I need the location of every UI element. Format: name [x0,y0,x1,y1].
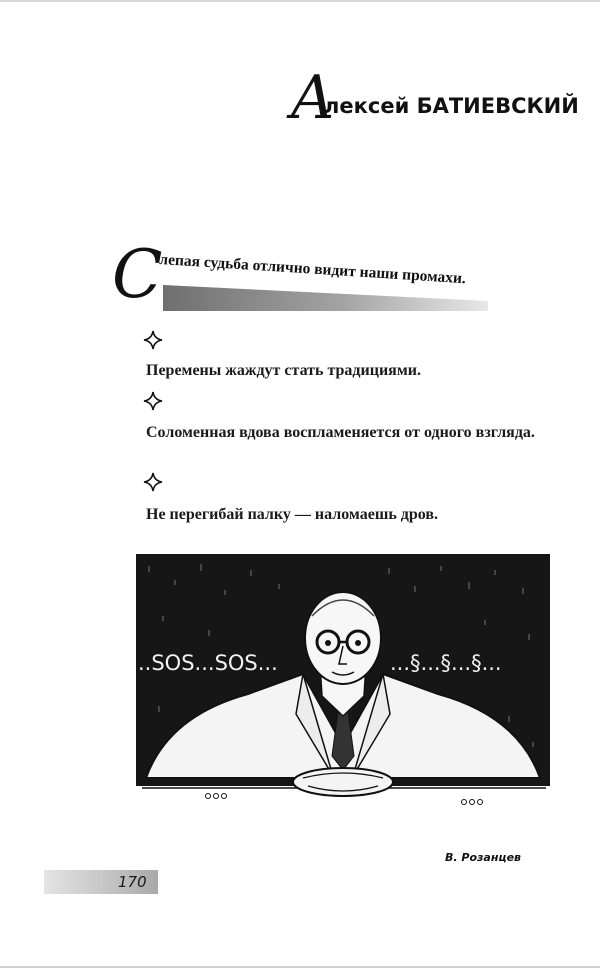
aphorism-1: Перемены жаждут стать традициями. [146,362,421,379]
aphorism-3: Не перегибай палку — наломаешь дров. [146,506,439,523]
cartoon-illustration [128,546,558,846]
four-point-star-icon [143,330,163,350]
page-edge-top [0,0,600,2]
lead-aphorism-text: лепая судьба отлично видит наши промахи. [158,251,467,288]
drop-cap: С [112,236,163,313]
lead-aphorism [112,236,582,320]
four-point-star-icon [143,391,163,411]
sos-text: ..SOS...SOS... [138,651,278,675]
illustrator-credit: В. Розанцев [445,851,522,864]
page-number: 170 [118,873,147,891]
author-heading [290,63,590,133]
section-sign-text: ...§...§...§... [390,651,502,675]
aphorism-2: Соломенная вдова воспламеняется от одного взгляда. [146,424,535,441]
four-point-star-icon [143,472,163,492]
page-edge-bottom [0,966,600,968]
author-name: лексей БАТИЕВСКИЙ [324,94,579,118]
author-initial: А [290,63,336,133]
